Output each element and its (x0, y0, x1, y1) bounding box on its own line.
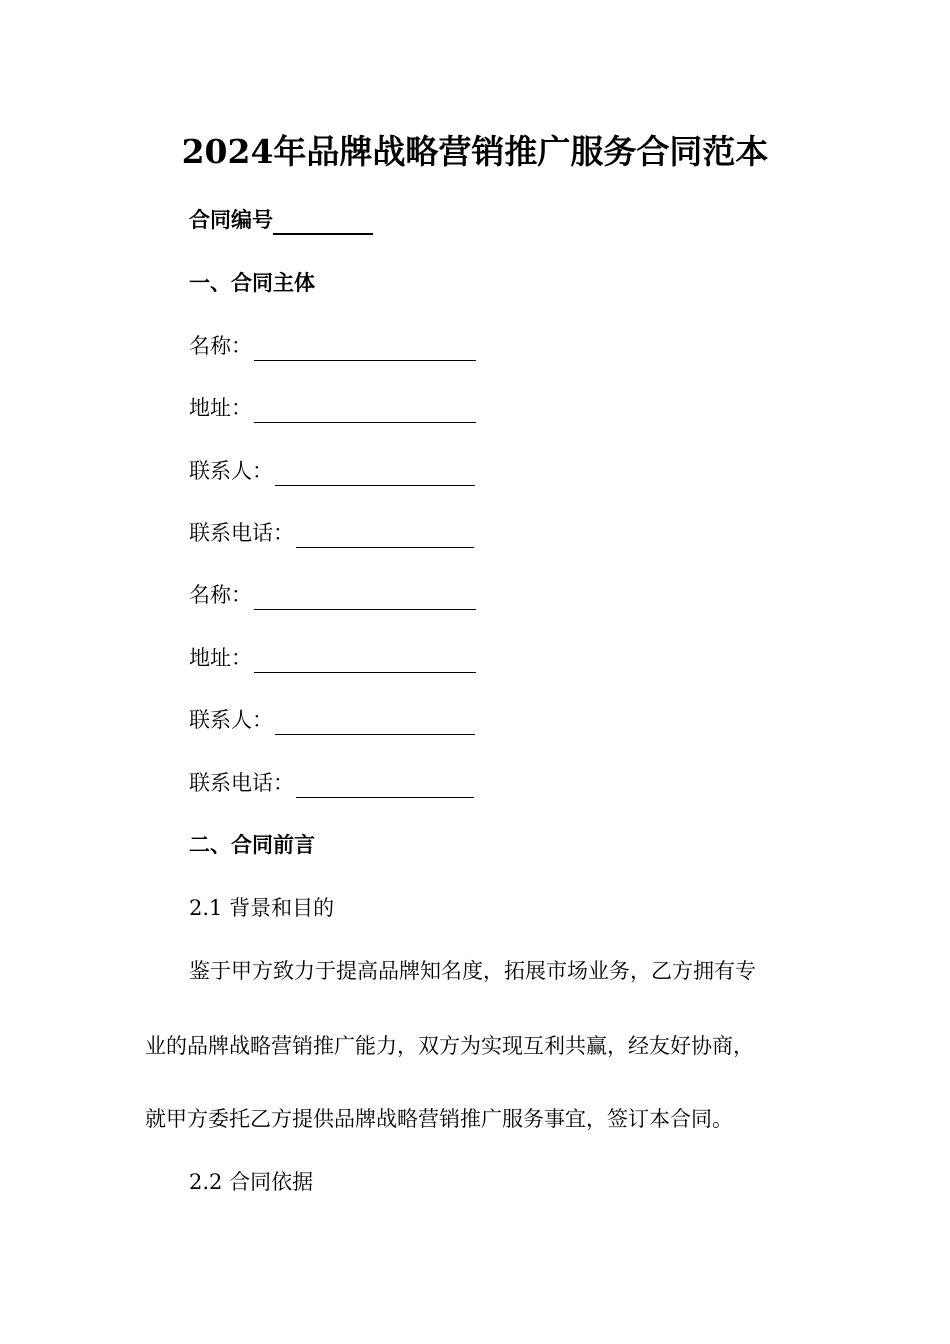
subsection-2-1-heading: 2.1 背景和目的 (189, 896, 335, 920)
contract-number-row (189, 205, 373, 235)
party-b-address-row (189, 643, 476, 673)
party-a-address-label: 地址： (189, 396, 252, 420)
subsection-2-2-heading: 2.2 合同依据 (189, 1170, 314, 1194)
party-a-phone-label: 联系电话： (189, 521, 294, 545)
party-b-name-blank (254, 587, 476, 610)
party-b-contact-blank (275, 712, 475, 735)
paragraph-2-1-line-3: 就甲方委托乙方提供品牌战略营销推广服务事宜，签订本合同。 (145, 1107, 733, 1131)
party-a-contact-label: 联系人： (189, 459, 273, 483)
contract-number-blank (273, 211, 373, 235)
party-a-contact-blank (275, 463, 475, 486)
party-a-phone-row (189, 518, 474, 548)
paragraph-2-1-line-1: 鉴于甲方致力于提高品牌知名度，拓展市场业务，乙方拥有专 (189, 959, 756, 983)
party-b-contact-label: 联系人： (189, 708, 273, 732)
party-b-name-row (189, 580, 476, 610)
party-b-address-label: 地址： (189, 646, 252, 670)
party-a-name-blank (254, 338, 476, 361)
section-1-heading: 一、合同主体 (189, 270, 315, 295)
party-b-contact-row (189, 705, 475, 735)
party-a-contact-row (189, 456, 475, 486)
party-a-name-label: 名称： (189, 334, 252, 358)
party-a-address-row (189, 393, 476, 423)
party-b-phone-label: 联系电话： (189, 771, 294, 795)
party-b-address-blank (254, 650, 476, 673)
party-b-phone-row (189, 768, 474, 798)
party-a-name-row (189, 331, 476, 361)
party-b-name-label: 名称： (189, 583, 252, 607)
contract-number-label: 合同编号 (189, 207, 273, 232)
party-b-phone-blank (296, 775, 474, 798)
section-2-heading: 二、合同前言 (189, 832, 315, 857)
party-a-phone-blank (296, 525, 474, 548)
document-title: 2024年品牌战略营销推广服务合同范本 (181, 132, 769, 171)
party-a-address-blank (254, 400, 476, 423)
paragraph-2-1-line-2: 业的品牌战略营销推广能力，双方为实现互利共赢，经友好协商， (145, 1034, 754, 1058)
